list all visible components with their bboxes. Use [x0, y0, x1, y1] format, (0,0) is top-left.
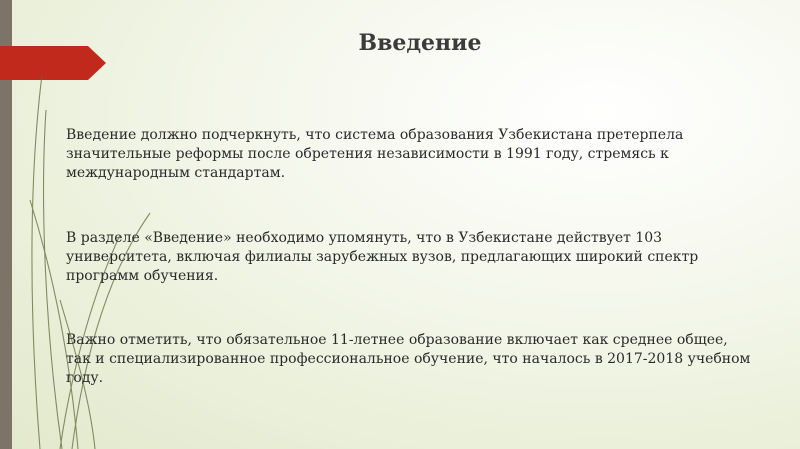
paragraph-2: В разделе «Введение» необходимо упомянуть, что в Узбекистане действует 103 университета, включая филиалы зарубежных вузов, предлагающих широкий спектр программ обучения.	[66, 230, 699, 284]
paragraph-1: Введение должно подчеркнуть, что система образования Узбекистана претерпела значительные реформы после обретения независимости в 1991 году, стремясь к международным стандартам.	[66, 127, 684, 181]
paragraph-3: Важно отметить, что обязательное 11-летнее образование включает как среднее общее, так и специализированное профессиональное обучение, что началось в 2017-2018 учебном году.	[66, 332, 751, 386]
slide-title: Введение	[358, 30, 482, 56]
